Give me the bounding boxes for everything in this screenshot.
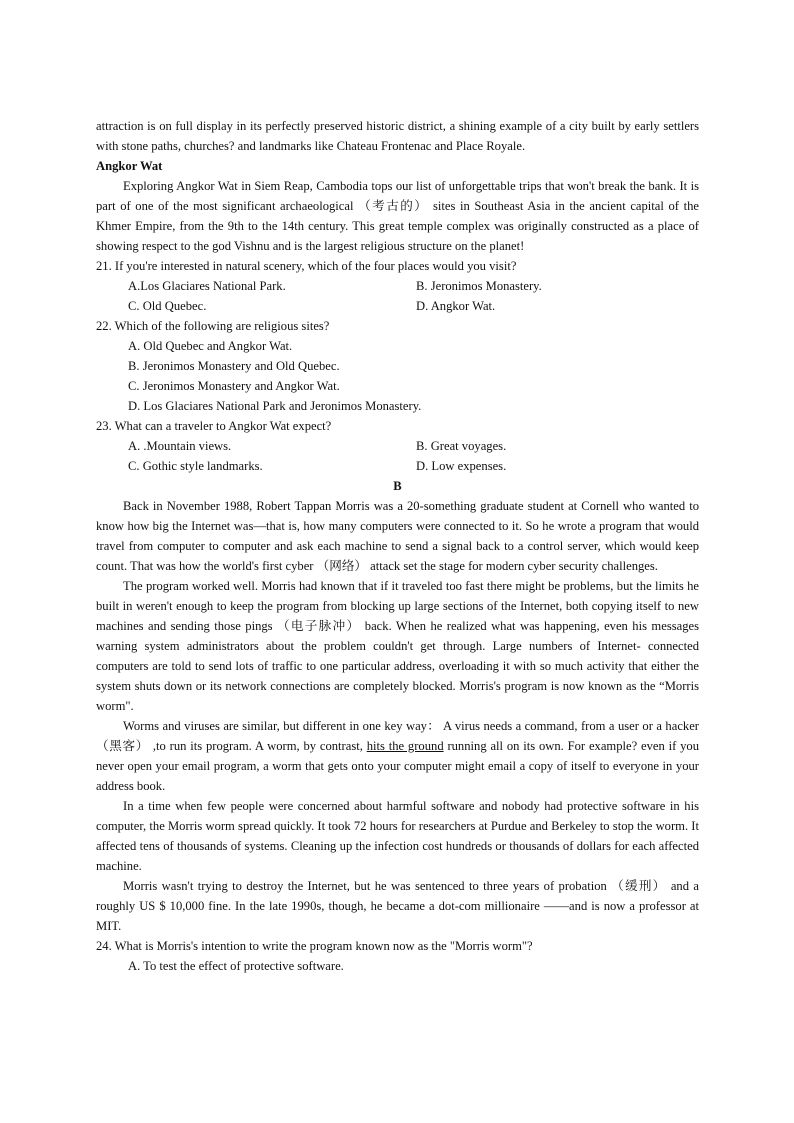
question-21-option-d: D. Angkor Wat. bbox=[416, 299, 496, 313]
paragraph-3-text-before: Worms and viruses are similar, but different in one key way： A virus needs a command, from a user or a hacker （黑客） ,to run its program. A worm, by contrast, bbox=[96, 719, 699, 753]
section-b-heading: B bbox=[393, 479, 402, 493]
passage-b-paragraph-1: Back in November 1988, Robert Tappan Morris was a 20-something graduate student at Cornell who wanted to know how big the Internet was—that is, how many computers were connected to it. So he wrote a program that would travel from computer to computer and ask each machine to send a signal back to a control server, which would keep count. That was how the world's first cyber （网络） attack set the stage for modern cyber security challenges. bbox=[96, 499, 699, 573]
angkor-paragraph: Exploring Angkor Wat in Siem Reap, Cambodia tops our list of unforgettable trips that won't break the bank. It is part of one of the most significant archaeological （考古的） sites in Southeast Asia in the ancient capital of the Khmer Empire, from the 9th to the 14th century. This great temple complex was originally constructed as a place of showing respect to the god Vishnu and is the largest religious structure on the planet! bbox=[96, 179, 699, 253]
question-21-row-1 bbox=[96, 276, 699, 296]
question-22-option-b: B. Jeronimos Monastery and Old Quebec. bbox=[128, 359, 340, 373]
question-23-stem: 23. What can a traveler to Angkor Wat expect? bbox=[96, 419, 332, 433]
question-23-option-c: C. Gothic style landmarks. bbox=[128, 459, 263, 473]
angkor-heading: Angkor Wat bbox=[96, 159, 163, 173]
question-22-stem: 22. Which of the following are religious sites? bbox=[96, 319, 330, 333]
question-21 bbox=[96, 256, 699, 316]
question-21-stem: 21. If you're interested in natural scenery, which of the four places would you visit? bbox=[96, 259, 517, 273]
question-23 bbox=[96, 416, 699, 476]
question-24-option-a: A. To test the effect of protective software. bbox=[128, 959, 344, 973]
underlined-phrase: hits the ground bbox=[366, 739, 444, 753]
passage-b-paragraph-5: Morris wasn't trying to destroy the Internet, but he was sentenced to three years of probation （缓刑） and a roughly US $ 10,000 fine. In the late 1990s, though, he became a dot-com millionaire ——and is now a professor at MIT. bbox=[96, 879, 699, 933]
document-content bbox=[96, 116, 699, 976]
question-22 bbox=[96, 316, 699, 416]
question-23-row-2 bbox=[96, 456, 699, 476]
question-21-row-2 bbox=[96, 296, 699, 316]
question-21-option-c: C. Old Quebec. bbox=[128, 299, 207, 313]
question-23-row-1 bbox=[96, 436, 699, 456]
question-22-option-c: C. Jeronimos Monastery and Angkor Wat. bbox=[128, 379, 340, 393]
passage-b-paragraph-4: In a time when few people were concerned about harmful software and nobody had protective software in his computer, the Morris worm spread quickly. It took 72 hours for researchers at Purdue and Berkeley to stop the worm. It affected tens of thousands of systems. Cleaning up the infection cost hundreds or thousands of dollars for each affected machine. bbox=[96, 799, 699, 873]
paragraph-3-text-after: running all on its own. For example? even if you never open your email program, a worm that gets onto your computer might email a copy of itself to everyone in your address book. bbox=[96, 739, 700, 793]
question-23-option-d: D. Low expenses. bbox=[416, 459, 507, 473]
question-24-stem: 24. What is Morris's intention to write the program known now as the "Morris worm"? bbox=[96, 939, 533, 953]
question-24 bbox=[96, 936, 699, 976]
passage-b-paragraph-3 bbox=[96, 716, 699, 796]
question-23-option-b: B. Great voyages. bbox=[416, 439, 507, 453]
passage-b-paragraph-2: The program worked well. Morris had known that if it traveled too fast there might be problems, but the limits he built in weren't enough to keep the program from blocking up large sections of the Internet, both copying itself to new machines and sending those pings （电子脉冲） back. When he realized what was happening, even his messages warning system administrators about the problem couldn't get through. Large numbers of Internet- connected computers are told to send lots of traffic to one particular address, overloading it with so much activity that either the system shuts down or its network connections are completely blocked. Morris's program is now known as the “Morris worm". bbox=[96, 579, 699, 713]
intro-tail-paragraph: attraction is on full display in its perfectly preserved historic district, a shining example of a city built by early settlers with stone paths, churches? and landmarks like Chateau Frontenac and Place Royale. bbox=[96, 119, 699, 153]
question-22-option-a: A. Old Quebec and Angkor Wat. bbox=[128, 339, 293, 353]
question-22-option-d: D. Los Glaciares National Park and Jeronimos Monastery. bbox=[128, 399, 422, 413]
question-21-option-a: A.Los Glaciares National Park. bbox=[128, 279, 286, 293]
question-21-option-b: B. Jeronimos Monastery. bbox=[416, 279, 542, 293]
question-23-option-a: A. .Mountain views. bbox=[128, 439, 232, 453]
